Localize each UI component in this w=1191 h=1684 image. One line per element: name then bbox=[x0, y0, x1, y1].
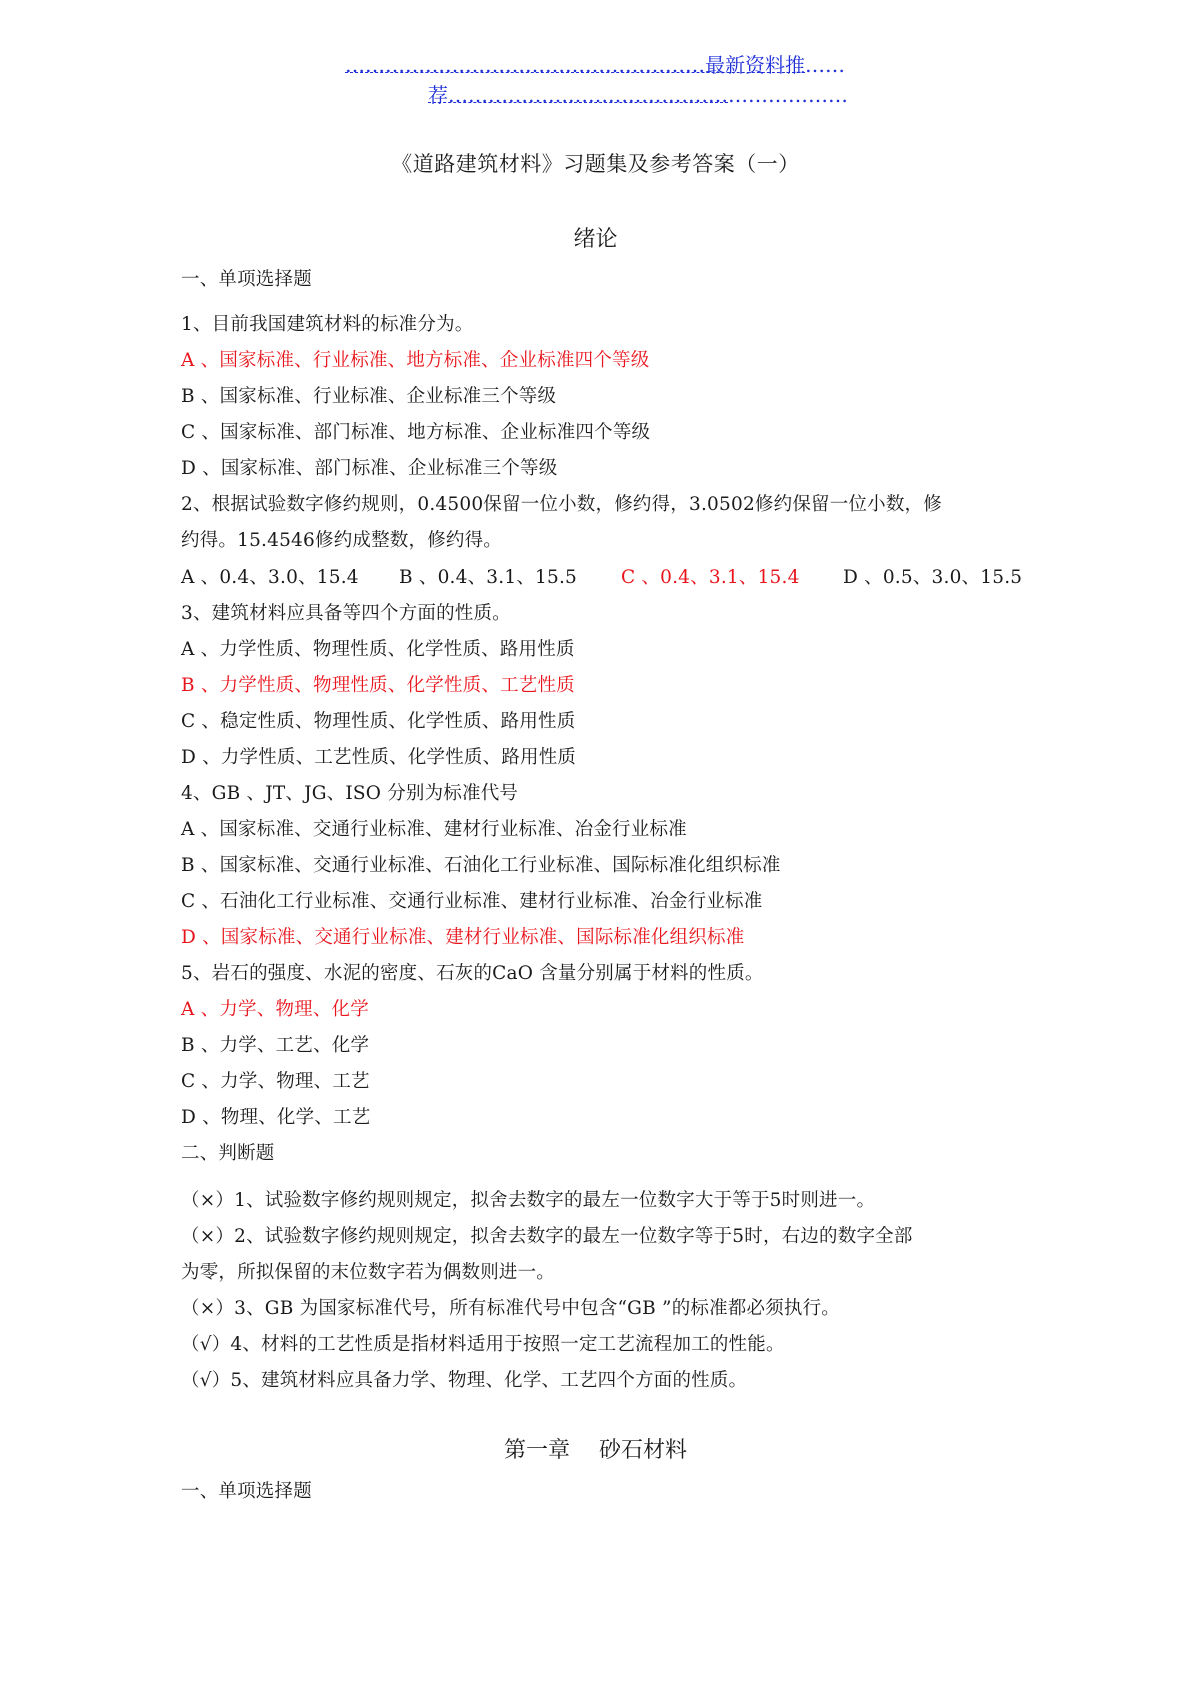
true-false-item-2-line-1: （×）2、试验数字修约规则规定，拟舍去数字的最左一位数字等于5时，右边的数字全部 bbox=[181, 1226, 913, 1247]
banner-dots-tail: …… bbox=[805, 53, 845, 77]
question-5-option-c: C 、力学、物理、工艺 bbox=[181, 1071, 370, 1092]
part-heading-single-choice: 一、单项选择题 bbox=[181, 269, 312, 290]
question-3-option-c: C 、稳定性质、物理性质、化学性质、路用性质 bbox=[181, 711, 576, 732]
question-2-option-d: D 、0.5、3.0、15.5 bbox=[843, 567, 1023, 588]
question-3-option-b-answer: B 、力学性质、物理性质、化学性质、工艺性质 bbox=[181, 675, 575, 696]
chapter-1-heading: 第一章 砂石材料 bbox=[504, 1438, 687, 1463]
part-heading-true-false: 二、判断题 bbox=[181, 1143, 275, 1164]
chapter-1-part-heading-single-choice: 一、单项选择题 bbox=[181, 1481, 312, 1502]
true-false-item-3: （×）3、GB 为国家标准代号，所有标准代号中包含“GB ”的标准都必须执行。 bbox=[181, 1298, 840, 1319]
question-1-stem: 1、目前我国建筑材料的标准分为。 bbox=[181, 314, 474, 335]
question-3-option-a: A 、力学性质、物理性质、化学性质、路用性质 bbox=[181, 639, 575, 660]
question-2-option-c-answer: C 、0.4、3.1、15.4 bbox=[621, 567, 800, 588]
banner-dots-2: …………………………………………………… bbox=[448, 83, 848, 107]
question-5-stem: 5、岩石的强度、水泥的密度、石灰的CaO 含量分别属于材料的性质。 bbox=[181, 963, 764, 984]
document-title: 《道路建筑材料》习题集及参考答案（一） bbox=[391, 152, 800, 176]
question-5-option-a-answer: A 、力学、物理、化学 bbox=[181, 999, 369, 1020]
banner-link-text-2[interactable]: 荐 bbox=[428, 83, 448, 107]
question-1-option-c: C 、国家标准、部门标准、地方标准、企业标准四个等级 bbox=[181, 422, 651, 443]
true-false-item-4: （√）4、材料的工艺性质是指材料适用于按照一定工艺流程加工的性能。 bbox=[181, 1334, 785, 1355]
question-5-option-b: B 、力学、工艺、化学 bbox=[181, 1035, 370, 1056]
question-1-option-a-answer: A 、国家标准、行业标准、地方标准、企业标准四个等级 bbox=[181, 350, 650, 371]
question-3-stem: 3、建筑材料应具备等四个方面的性质。 bbox=[181, 603, 511, 624]
question-4-option-c: C 、石油化工行业标准、交通行业标准、建材行业标准、冶金行业标准 bbox=[181, 891, 763, 912]
question-2-option-b: B 、0.4、3.1、15.5 bbox=[399, 567, 578, 588]
question-4-option-d-answer: D 、国家标准、交通行业标准、建材行业标准、国际标准化组织标准 bbox=[181, 927, 745, 948]
true-false-item-2-line-2: 为零，所拟保留的末位数字若为偶数则进一。 bbox=[181, 1262, 556, 1283]
question-5-option-d: D 、物理、化学、工艺 bbox=[181, 1107, 371, 1128]
banner-line-2[interactable] bbox=[345, 80, 905, 110]
question-2-stem-line-1: 2、根据试验数字修约规则，0.4500保留一位小数，修约得，3.0502修约保留一位小数，修 bbox=[181, 494, 942, 515]
question-1-option-d: D 、国家标准、部门标准、企业标准三个等级 bbox=[181, 458, 558, 479]
question-4-option-b: B 、国家标准、交通行业标准、石油化工行业标准、国际标准化组织标准 bbox=[181, 855, 781, 876]
question-1-option-b: B 、国家标准、行业标准、企业标准三个等级 bbox=[181, 386, 557, 407]
question-3-option-d: D 、力学性质、工艺性质、化学性质、路用性质 bbox=[181, 747, 577, 768]
banner-underline-2 bbox=[428, 102, 728, 103]
banner-underline bbox=[345, 72, 805, 73]
banner-link-text[interactable]: 最新资料推 bbox=[705, 53, 805, 77]
question-2-option-a: A 、0.4、3.0、15.4 bbox=[181, 567, 359, 588]
true-false-item-5: （√）5、建筑材料应具备力学、物理、化学、工艺四个方面的性质。 bbox=[181, 1370, 748, 1391]
true-false-item-1: （×）1、试验数字修约规则规定，拟舍去数字的最左一位数字大于等于5时则进一。 bbox=[181, 1190, 876, 1211]
question-2-options bbox=[181, 563, 1022, 589]
question-4-option-a: A 、国家标准、交通行业标准、建材行业标准、冶金行业标准 bbox=[181, 819, 687, 840]
banner-dots: ……………………………………………… bbox=[345, 53, 705, 77]
banner-line-1[interactable] bbox=[345, 50, 905, 80]
recommended-banner[interactable] bbox=[345, 50, 905, 110]
question-4-stem: 4、GB 、JT、JG、ISO 分别为标准代号 bbox=[181, 783, 519, 804]
section-heading-intro: 绪论 bbox=[573, 227, 618, 252]
question-2-stem-line-2: 约得。15.4546修约成整数，修约得。 bbox=[181, 530, 503, 551]
